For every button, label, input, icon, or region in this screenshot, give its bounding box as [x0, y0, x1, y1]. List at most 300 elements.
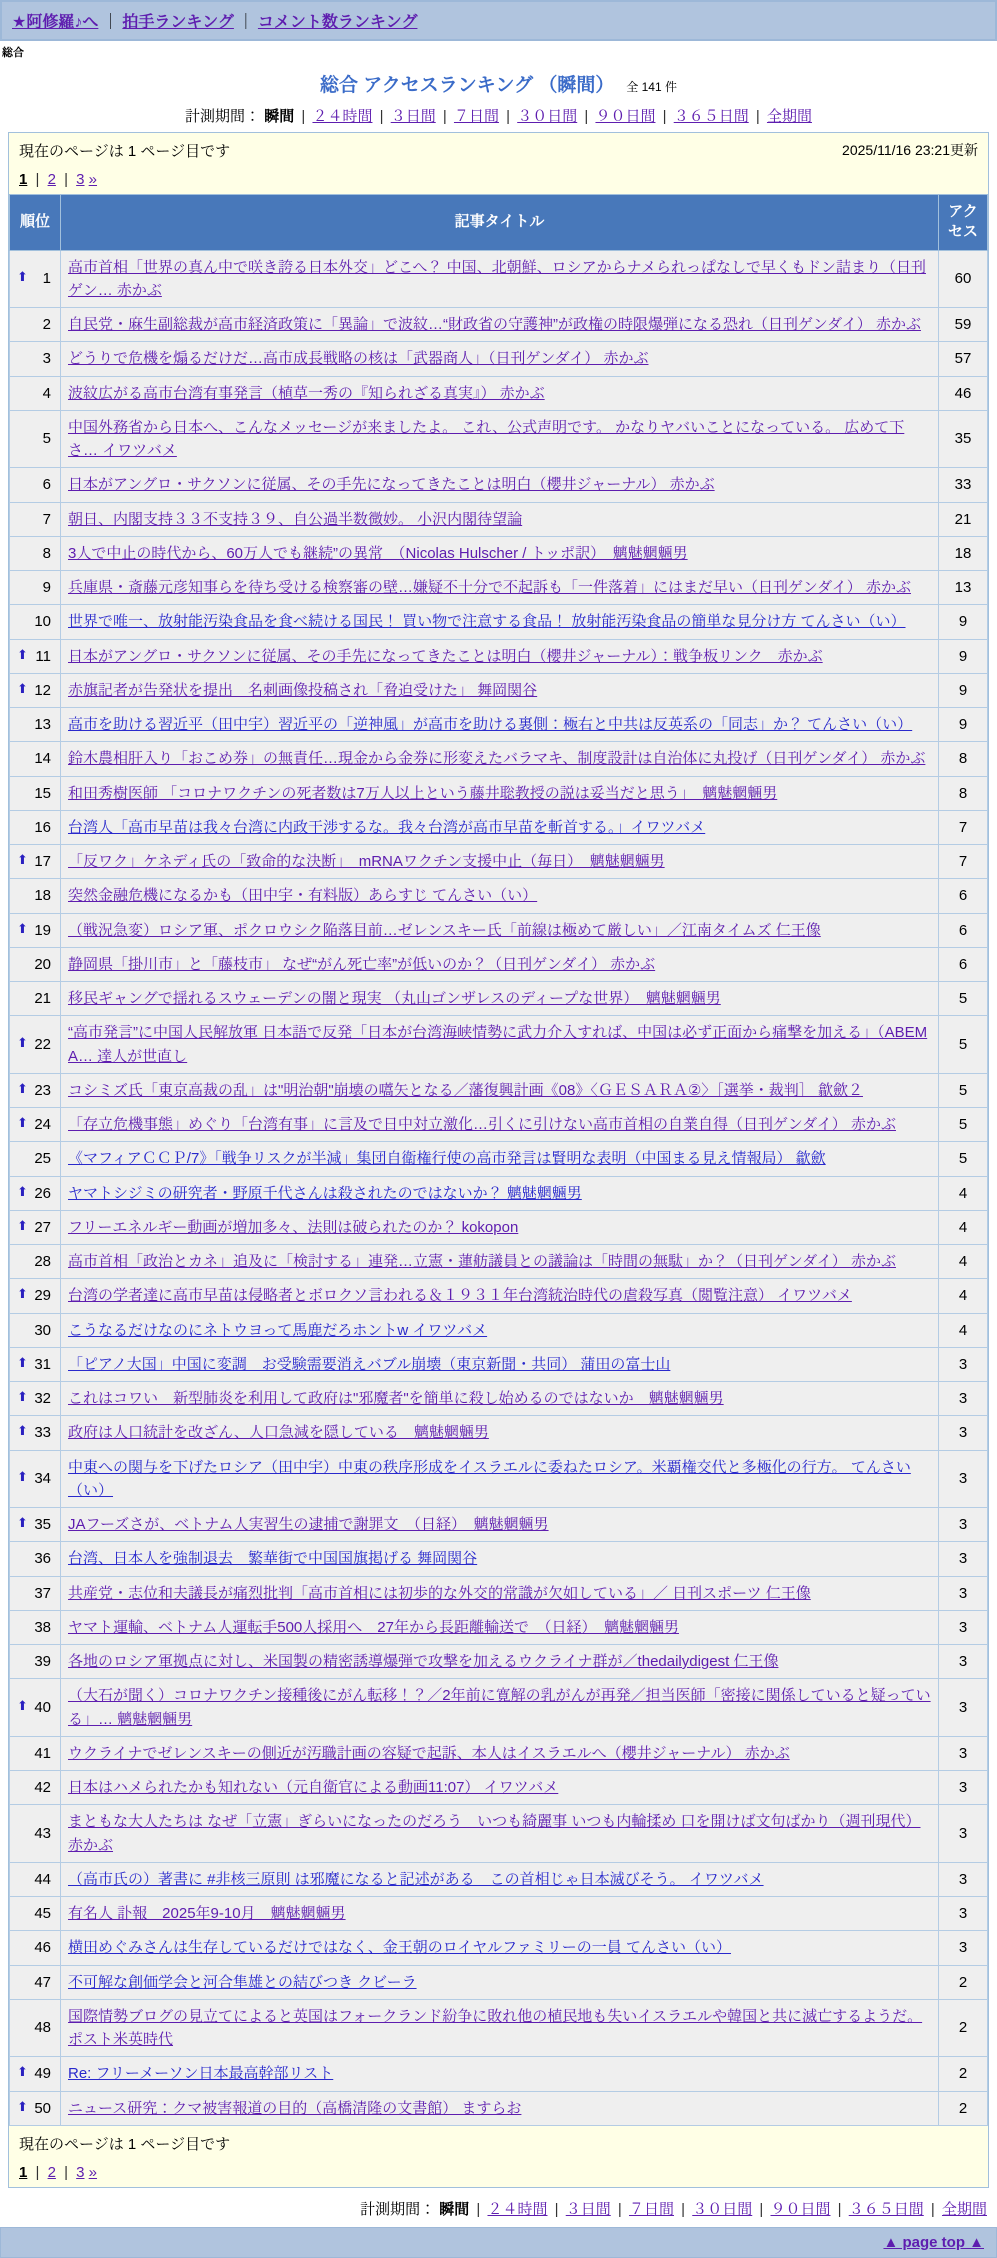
topbar-link[interactable]: ★阿修羅♪へ: [12, 14, 99, 31]
separator: |: [751, 108, 764, 125]
article-link[interactable]: 世界で唯一、放射能汚染食品を食べ続ける国民！ 買い物で注意する食品！ 放射能汚染食品の簡単な見分け方 てんさい（い）: [68, 613, 906, 631]
page-info-box-bottom: [9, 2126, 988, 2187]
separator: |: [59, 2163, 73, 2181]
article-link[interactable]: 朝日、内閣支持３３不支持３９、自公過半数微妙。 小沢内閣待望論: [68, 510, 523, 528]
table-row: [10, 1016, 988, 1074]
table-row: [10, 1279, 988, 1313]
title-cell: [61, 1416, 939, 1450]
rank-up-icon: ⬆: [17, 1034, 28, 1050]
separator: |: [297, 108, 310, 125]
rank-cell: [10, 1245, 61, 1279]
rank-number: 26: [34, 1184, 51, 1202]
rank-number: 43: [34, 1824, 51, 1842]
rank-number: 23: [34, 1081, 51, 1099]
table-row: [10, 342, 988, 376]
article-link[interactable]: 共産党・志位和夫議長が痛烈批判「高市首相には初歩的な外交的常識が欠如している」／ 日刊スポーツ 仁王像: [68, 1584, 811, 1602]
rank-number: 31: [34, 1355, 51, 1373]
title-cell: [61, 1313, 939, 1347]
separator: |: [613, 2200, 626, 2218]
pagination-next[interactable]: »: [88, 171, 98, 188]
rank-cell: [10, 1897, 61, 1931]
separator: |: [59, 171, 73, 188]
article-link[interactable]: 「反ワク」ケネディ氏の「致命的な決断」 mRNAワクチン支援中止（毎日） 魑魅魍魎男: [68, 853, 665, 870]
separator: |: [501, 108, 515, 125]
table-row: [10, 1176, 988, 1210]
title-cell: [61, 1073, 939, 1107]
access-count: 2: [939, 1999, 988, 2057]
access-count: 3: [939, 1771, 988, 1805]
rank-cell: [10, 308, 61, 342]
rank-number: 41: [34, 1744, 51, 1762]
table-row: [10, 1245, 988, 1279]
access-count: 6: [939, 913, 988, 947]
rank-up-icon: ⬆: [17, 1183, 28, 1199]
rank-number: 22: [34, 1035, 51, 1053]
article-link[interactable]: （戦況急変）ロシア軍、ポクロウシク陥落目前…ゼレンスキー氏「前線は極めて厳しい」／江南タイムズ 仁王像: [68, 921, 821, 939]
title-cell: [61, 1245, 939, 1279]
separator: |: [926, 2200, 939, 2218]
title-cell: [61, 250, 939, 308]
article-link[interactable]: フリーエネルギー動画が増加多々、法則は破られたのか？ kokopon: [68, 1218, 519, 1236]
access-count: 3: [939, 1645, 988, 1679]
article-link[interactable]: ヤマトシジミの研究者・野原千代さんは殺されたのではないか？ 魑魅魍魎男: [68, 1184, 582, 1202]
table-row: [10, 1108, 988, 1142]
title-cell: [61, 1450, 939, 1508]
period-link[interactable]: ３０日間: [517, 108, 578, 125]
period-current: 瞬間: [260, 108, 295, 125]
table-row: [10, 536, 988, 570]
rank-up-icon: ⬆: [17, 2098, 28, 2114]
rank-number: 5: [42, 430, 51, 448]
rank-cell: [10, 1108, 61, 1142]
article-link[interactable]: 政府は人口統計を改ざん、人口急減を隠している 魑魅魍魎男: [68, 1424, 489, 1442]
separator: |: [438, 108, 451, 125]
rank-cell: [10, 2057, 61, 2091]
topbar-link[interactable]: 拍手ランキング: [122, 14, 234, 31]
access-column-header: アクセス: [939, 195, 988, 251]
rank-cell: [10, 1965, 61, 1999]
table-row: [10, 1805, 988, 1863]
rank-cell: [10, 1862, 61, 1896]
access-count: 2: [939, 1965, 988, 1999]
title-cell: [61, 879, 939, 913]
rank-cell: [10, 982, 61, 1016]
rank-cell: [10, 879, 61, 913]
separator: |: [31, 171, 44, 188]
article-link[interactable]: 自民党・麻生副総裁が高市経済政策に「異論」で波紋…“財政省の守護神”が政権の時限爆弾になる恐れ（日刊ゲンダイ） 赤かぶ: [68, 316, 921, 333]
rank-cell: [10, 1931, 61, 1965]
period-label: 計測期間：: [185, 108, 261, 125]
title-cell: [61, 2057, 939, 2091]
separator: |: [833, 2200, 846, 2218]
table-row: [10, 1965, 988, 1999]
access-count: 4: [939, 1313, 988, 1347]
rank-cell: [10, 1679, 61, 1737]
article-link[interactable]: 各地のロシア軍拠点に対し、米国製の精密誘導爆弾で攻撃を加えるウクライナ群が／thedailydigest 仁王像: [68, 1653, 779, 1670]
table-row: [10, 1210, 988, 1244]
rank-number: 49: [34, 2065, 51, 2083]
access-count: 3: [939, 1542, 988, 1576]
access-count: 3: [939, 1679, 988, 1737]
article-link[interactable]: 日本はハメられたかも知れない（元自衛官による動画11:07） イワツバメ: [68, 1779, 559, 1796]
title-cell: [61, 1576, 939, 1610]
rank-up-icon: ⬆: [17, 2064, 28, 2080]
title-cell: [61, 308, 939, 342]
rank-cell: [10, 1576, 61, 1610]
rank-cell: [10, 1073, 61, 1107]
title-cell: [61, 376, 939, 410]
rank-number: 9: [42, 579, 51, 596]
title-cell: [61, 536, 939, 570]
table-row: [10, 947, 988, 981]
article-link[interactable]: Re: フリーメーソン日本最高幹部リスト: [68, 2065, 334, 2083]
article-link[interactable]: 突然金融危機になるかも（田中宇・有料版）あらすじ てんさい（い）: [68, 887, 538, 905]
rank-cell: [10, 410, 61, 468]
article-link[interactable]: 中国外務省から日本へ、こんなメッセージが来ましたよ。 これ、公式声明です。 かなりヤバいことになっている。 広めて下さ… イワツバメ: [68, 418, 905, 459]
page-info-text: 現在のページは 1 ページ目です: [19, 2135, 231, 2153]
article-link[interactable]: 日本がアングロ・サクソンに従属、その手先になってきたことは明白（櫻井ジャーナル） 赤かぶ: [68, 476, 715, 494]
title-cell: [61, 742, 939, 776]
rank-number: 36: [34, 1550, 51, 1568]
rank-cell: [10, 1210, 61, 1244]
rank-number: 24: [34, 1116, 51, 1133]
access-count: 3: [939, 1508, 988, 1542]
access-count: 3: [939, 1347, 988, 1381]
rank-cell: [10, 1416, 61, 1450]
access-count: 4: [939, 1279, 988, 1313]
rank-number: 34: [34, 1470, 51, 1488]
separator: |: [472, 2200, 485, 2218]
rank-number: 30: [34, 1321, 51, 1339]
article-link[interactable]: “高市発言”に中国人民解放軍 日本語で反発「日本が台湾海峡情勢に武力介入すれば、中国は必ず正面から痛撃を加える」（ABEMA… 達人が世直し: [68, 1024, 928, 1065]
access-count: 9: [939, 605, 988, 639]
total-count: 全 141 件: [626, 80, 677, 94]
rank-number: 2: [42, 316, 51, 333]
rank-up-icon: ⬆: [17, 1389, 28, 1404]
rank-up-icon: ⬆: [17, 1423, 28, 1439]
table-row: [10, 2091, 988, 2125]
pagination-link[interactable]: 2: [47, 2163, 56, 2181]
article-link[interactable]: 兵庫県・斎藤元彦知事らを待ち受ける検察審の壁…嫌疑不十分で不起訴も「一件落着」にはまだ早い（日刊ゲンダイ） 赤かぶ: [68, 579, 911, 596]
period-link[interactable]: ３日間: [565, 2200, 611, 2218]
period-label: 計測期間：: [360, 2200, 436, 2218]
period-link[interactable]: ９０日間: [595, 108, 656, 125]
article-link[interactable]: こうなるだけなのにネトウヨって馬鹿だろホントw イワツバメ: [68, 1321, 488, 1339]
access-count: 7: [939, 810, 988, 844]
table-row: [10, 673, 988, 707]
title-cell: [61, 1736, 939, 1770]
table-row: [10, 1347, 988, 1381]
rank-number: 48: [34, 2019, 51, 2037]
access-count: 5: [939, 1142, 988, 1176]
separator: |: [580, 108, 593, 125]
article-link[interactable]: 「ピアノ大国」中国に変調 お受験需要消えバブル崩壊（東京新聞・共同） 蒲田の富士山: [68, 1355, 671, 1373]
pagination-link[interactable]: 3: [76, 2163, 85, 2181]
rank-cell: [10, 1805, 61, 1863]
period-link[interactable]: ３６５日間: [848, 2200, 924, 2218]
article-link[interactable]: 高市を助ける習近平（田中宇）習近平の「逆神風」が高市を助ける裏側：極右と中共は反英系の「同志」か？ てんさい（い）: [68, 716, 913, 733]
title-cell: [61, 673, 939, 707]
rank-number: 46: [34, 1939, 51, 1957]
article-link[interactable]: 和田秀樹医師 「コロナワクチンの死者数は7万人以上という藤井聡教授の説は妥当だと思う」 魑魅魍魎男: [68, 784, 778, 802]
period-link[interactable]: ２４時間: [487, 2200, 548, 2218]
pagination-current[interactable]: 1: [19, 2163, 28, 2181]
rank-number: 12: [34, 681, 51, 699]
title-cell: [61, 571, 939, 605]
title-cell: [61, 1679, 939, 1737]
access-count: 2: [939, 2057, 988, 2091]
article-link[interactable]: 台湾人「高市早苗は我々台湾に内政干渉するな。我々台湾が高市早苗を斬首する。」イワツバメ: [68, 818, 706, 836]
period-link[interactable]: ２４時間: [312, 108, 373, 125]
pagination-next[interactable]: »: [88, 2163, 98, 2181]
rank-cell: [10, 1176, 61, 1210]
separator: |: [658, 108, 671, 125]
article-link[interactable]: 不可解な創価学会と河合隼雄との結びつき クビーラ: [68, 1973, 417, 1991]
separator: ｜: [237, 14, 254, 31]
table-row: [10, 982, 988, 1016]
article-link[interactable]: 国際情勢ブログの見立てによると英国はフォークランド紛争に敗れ他の植民地も失いイスラエルや韓国と共に滅亡するようだ。 ポスト米英時代: [68, 2007, 923, 2048]
rank-cell: [10, 673, 61, 707]
title-cell: [61, 982, 939, 1016]
separator: |: [31, 2163, 44, 2181]
rank-cell: [10, 1542, 61, 1576]
article-link[interactable]: 台湾の学者達に高市早苗は侵略者とボロクソ言われる＆１９３１年台湾統治時代の虐殺写真（閲覧注意） イワツバメ: [68, 1287, 852, 1305]
rank-number: 15: [34, 784, 51, 802]
rank-number: 28: [34, 1253, 51, 1270]
article-link[interactable]: ウクライナでゼレンスキーの側近が汚職計画の容疑で起訴、本人はイスラエルへ（櫻井ジャーナル） 赤かぶ: [68, 1744, 790, 1762]
title-cell: [61, 708, 939, 742]
rank-number: 40: [34, 1698, 51, 1716]
rank-cell: [10, 845, 61, 879]
pagination-link[interactable]: 3: [76, 171, 85, 188]
rank-cell: [10, 1999, 61, 2057]
access-count: 59: [939, 308, 988, 342]
article-link[interactable]: 高市首相「世界の真ん中で咲き誇る日本外交」どこへ？ 中国、北朝鮮、ロシアからナメられっぱなしで早くもドン詰まり（日刊ゲン… 赤かぶ: [68, 258, 926, 299]
page-top-link[interactable]: ▲ page top ▲: [883, 2233, 984, 2251]
article-link[interactable]: まともな大人たちは なぜ「立憲」ぎらいになったのだろう いつも綺麗事 いつも内輪揉め 口を開けば文句ばかり（週刊現代） 赤かぶ: [68, 1813, 921, 1854]
rank-number: 6: [42, 476, 51, 494]
article-link[interactable]: 中東への関与を下げたロシア（田中宇）中東の秩序形成をイスラエルに委ねたロシア。米覇権交代と多極化の行方。 てんさい（い）: [68, 1458, 911, 1499]
access-count: 9: [939, 639, 988, 673]
period-link[interactable]: ３６５日間: [673, 108, 749, 125]
article-link[interactable]: 有名人 訃報 2025年9-10月 魑魅魍魎男: [68, 1905, 346, 1922]
article-link[interactable]: （高市氏の）著書に #非核三原則 は邪魔になると記述がある この首相じゃ日本滅びそう。 イワツバメ: [68, 1870, 764, 1888]
access-count: 33: [939, 468, 988, 502]
rank-cell: [10, 2091, 61, 2125]
table-row: [10, 1416, 988, 1450]
rank-number: 35: [34, 1516, 51, 1533]
article-link[interactable]: 横田めぐみさんは生存しているだけではなく、金王朝のロイヤルファミリーの一員 てんさい（い）: [68, 1939, 731, 1957]
article-link[interactable]: 鈴木農相肝入り「おこめ券」の無責任…現金から金券に形変えたバラマキ、制度設計は自治体に丸投げ（日刊ゲンダイ） 赤かぶ: [68, 750, 926, 768]
table-row: [10, 502, 988, 536]
rank-cell: [10, 502, 61, 536]
ranking-table-body: [10, 250, 988, 2125]
article-link[interactable]: 高市首相「政治とカネ」追及に「検討する」連発…立憲・蓮舫議員との議論は「時間の無駄」か？（日刊ゲンダイ） 赤かぶ: [68, 1253, 896, 1270]
table-row: [10, 1610, 988, 1644]
period-link[interactable]: ７日間: [628, 2200, 674, 2218]
rank-number: 21: [34, 990, 51, 1007]
rank-up-icon: ⬆: [17, 1080, 28, 1096]
title-cell: [61, 1176, 939, 1210]
access-count: 2: [939, 2091, 988, 2125]
period-link[interactable]: ７日間: [453, 108, 499, 125]
article-link[interactable]: 「存立危機事態」めぐり「台湾有事」に言及で日中対立激化…引くに引けない高市首相の自業自得（日刊ゲンダイ） 赤かぶ: [68, 1116, 896, 1133]
access-count: 3: [939, 1931, 988, 1965]
period-current: 瞬間: [435, 2200, 470, 2218]
rank-number: 39: [34, 1653, 51, 1670]
rank-cell: [10, 376, 61, 410]
table-header-row: [10, 195, 988, 251]
rank-number: 10: [34, 613, 51, 631]
period-selector-bottom: [0, 2198, 987, 2219]
rank-number: 16: [34, 818, 51, 836]
rank-number: 8: [42, 544, 51, 562]
access-count: 9: [939, 708, 988, 742]
page-title: 総合 アクセスランキング （瞬間）: [319, 75, 615, 96]
article-link[interactable]: どうりで危機を煽るだけだ…高市成長戦略の核は「武器商人」（日刊ゲンダイ） 赤かぶ: [68, 350, 649, 368]
table-row: [10, 776, 988, 810]
table-row: [10, 1862, 988, 1896]
rank-up-icon: ⬆: [17, 1469, 28, 1485]
access-count: 3: [939, 1610, 988, 1644]
article-link[interactable]: 波紋広がる高市台湾有事発言（植草一秀の『知られざる真実』） 赤かぶ: [68, 384, 545, 402]
title-cell: [61, 1999, 939, 2057]
access-count: 5: [939, 1073, 988, 1107]
table-row: [10, 1576, 988, 1610]
title-cell: [61, 1931, 939, 1965]
table-row: [10, 1679, 988, 1737]
access-count: 8: [939, 742, 988, 776]
rank-number: 50: [34, 2099, 51, 2117]
top-nav-bar: [0, 0, 997, 41]
title-cell: [61, 1279, 939, 1313]
table-row: [10, 308, 988, 342]
rank-cell: [10, 1610, 61, 1644]
access-count: 3: [939, 1862, 988, 1896]
table-row: [10, 913, 988, 947]
rank-up-icon: ⬆: [17, 920, 28, 936]
access-count: 3: [939, 1805, 988, 1863]
period-link[interactable]: ３０日間: [692, 2200, 753, 2218]
access-count: 4: [939, 1176, 988, 1210]
rank-up-icon: ⬆: [17, 680, 28, 696]
table-row: [10, 250, 988, 308]
title-cell: [61, 639, 939, 673]
table-row: [10, 1073, 988, 1107]
article-link[interactable]: 日本がアングロ・サクソンに従属、その手先になってきたことは明白（櫻井ジャーナル）：戦争板リンク 赤かぶ: [68, 647, 823, 665]
rank-number: 1: [42, 270, 51, 288]
separator: |: [755, 2200, 768, 2218]
title-cell: [61, 502, 939, 536]
article-link[interactable]: ニュース研究：クマ被害報道の目的（高橋清隆の文書館） ますらお: [68, 2099, 522, 2117]
title-cell: [61, 810, 939, 844]
article-link[interactable]: 赤旗記者が告発状を提出 名刺画像投稿され「脅迫受けた」 舞岡関谷: [68, 681, 538, 699]
section-label: 総合: [2, 47, 24, 59]
rank-number: 45: [34, 1905, 51, 1922]
rank-cell: [10, 1771, 61, 1805]
rank-number: 19: [34, 921, 51, 939]
article-link[interactable]: ヤマト運輸、ベトナム人運転手500人採用へ 27年から長距離輸送で （日経） 魑魅魍魎男: [68, 1618, 679, 1636]
rank-up-icon: ⬆: [17, 269, 28, 285]
access-count: 3: [939, 1416, 988, 1450]
article-link[interactable]: 《マフィアＣＣＰ/7》「戦争リスクが半減」集団自衛権行使の高市発言は賢明な表明（中国まる見え情報局） 歙歛: [68, 1150, 826, 1168]
rank-cell: [10, 913, 61, 947]
rank-cell: [10, 536, 61, 570]
article-link[interactable]: 静岡県「掛川市」と「藤枝市」 なぜ“がん死亡率”が低いのか？（日刊ゲンダイ） 赤かぶ: [68, 955, 656, 973]
rank-number: 25: [34, 1150, 51, 1168]
access-count: 5: [939, 982, 988, 1016]
article-link[interactable]: これはコワい 新型肺炎を利用して政府は"邪魔者"を簡単に殺し始めるのではないか 魑魅魍魎男: [68, 1390, 724, 1407]
rank-cell: [10, 605, 61, 639]
topbar-link[interactable]: コメント数ランキング: [257, 14, 418, 31]
table-row: [10, 605, 988, 639]
period-link[interactable]: ３日間: [390, 108, 436, 125]
pagination-current[interactable]: 1: [19, 171, 28, 188]
table-row: [10, 708, 988, 742]
period-link[interactable]: 全期間: [766, 108, 812, 125]
table-row: [10, 810, 988, 844]
title-cell: [61, 1016, 939, 1074]
rank-cell: [10, 947, 61, 981]
table-row: [10, 410, 988, 468]
rank-up-icon: ⬆: [17, 1515, 28, 1530]
period-link[interactable]: ９０日間: [770, 2200, 831, 2218]
ranking-table: [9, 194, 988, 2126]
separator: |: [550, 2200, 563, 2218]
separator: |: [375, 108, 388, 125]
rank-column-header: 順位: [10, 195, 61, 251]
article-link[interactable]: 台湾、日本人を強制退去 繁華街で中国国旗掲げる 舞岡関谷: [68, 1550, 478, 1568]
title-cell: [61, 913, 939, 947]
table-row: [10, 742, 988, 776]
title-cell: [61, 1108, 939, 1142]
article-link[interactable]: （大石が聞く）コロナワクチン接種後にがん転移！？／2年前に寛解の乳がんが再発／担当医師「密接に関係していると疑っている」… 魑魅魍魎男: [68, 1687, 931, 1728]
rank-cell: [10, 1313, 61, 1347]
rank-cell: [10, 708, 61, 742]
table-row: [10, 571, 988, 605]
rank-up-icon: ⬆: [17, 1354, 28, 1370]
rank-cell: [10, 250, 61, 308]
rank-cell: [10, 1347, 61, 1381]
article-link[interactable]: コシミズ氏「東京高裁の乱」は"明治朝"崩壊の嚆矢となる／藩復興計画《08》〈ＧＥＳＡＲＡ②〉［選挙・裁判］ 歙歛２: [68, 1081, 863, 1099]
access-count: 4: [939, 1210, 988, 1244]
rank-cell: [10, 1279, 61, 1313]
article-link[interactable]: JAフーズさが、ベトナム人実習生の逮捕で謝罪文 （日経） 魑魅魍魎男: [68, 1516, 549, 1533]
rank-up-icon: ⬆: [17, 1286, 28, 1302]
pagination-link[interactable]: 2: [47, 171, 56, 188]
rank-number: 44: [34, 1870, 51, 1888]
table-row: [10, 1542, 988, 1576]
table-row: [10, 468, 988, 502]
article-link[interactable]: 3人で中止の時代から、60万人でも継続”の異常 （Nicolas Hulscher / トッポ訳） 魑魅魍魎男: [68, 544, 688, 562]
rank-number: 33: [34, 1424, 51, 1442]
access-count: 3: [939, 1576, 988, 1610]
rank-number: 29: [34, 1287, 51, 1305]
rank-number: 7: [42, 510, 51, 528]
rank-cell: [10, 776, 61, 810]
title-cell: [61, 468, 939, 502]
period-link[interactable]: 全期間: [941, 2200, 987, 2218]
separator: |: [677, 2200, 690, 2218]
title-cell: [61, 1862, 939, 1896]
article-link[interactable]: 移民ギャングで揺れるスウェーデンの闇と現実 （丸山ゴンザレスのディープな世界） 魑魅魍魎男: [68, 990, 721, 1007]
table-row: [10, 639, 988, 673]
table-row: [10, 1999, 988, 2057]
rank-number: 11: [35, 647, 51, 665]
title-cell: [61, 776, 939, 810]
table-row: [10, 1736, 988, 1770]
rank-number: 14: [34, 750, 51, 768]
